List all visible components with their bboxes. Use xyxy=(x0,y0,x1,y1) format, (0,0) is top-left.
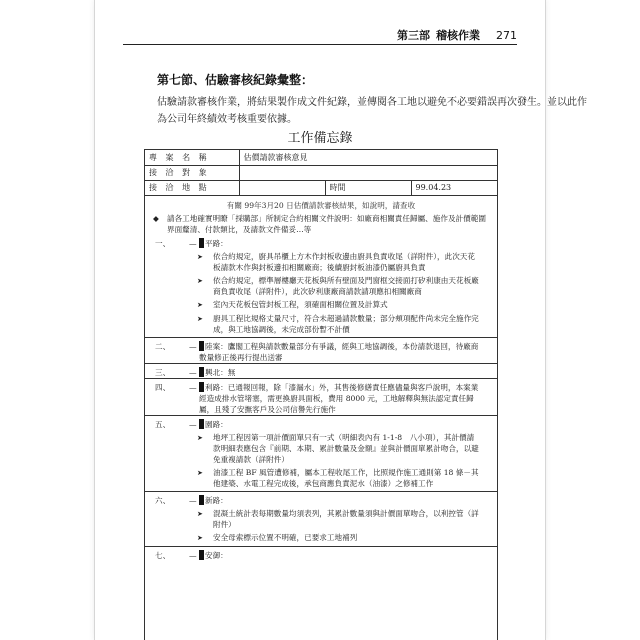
memo-subitem xyxy=(151,299,491,311)
item-number: 四、 xyxy=(155,382,171,392)
subitem-text: 廚具工程比規格丈量尺寸，符合未超過請款數量；部分頰項配件尚未完全施作完成，與工地協調後，未完成部份暫不計價 xyxy=(213,313,479,334)
memo-intro-line: 有關 99年3月20 日估價請款審核結果，如說明，請查收 xyxy=(226,200,416,210)
redaction-mark-icon xyxy=(199,341,204,351)
item-body: 已通報回報，除「漆漏水」外，其售後修繕責任應儘量與客戶說明，本案業經造成排水管堵塞，需更換廚具面板，費用 8000 元，工地解釋與無法認定責任歸屬，且殘了安撫客戶及公司信譽先行施作 xyxy=(199,382,479,414)
item-label: 平路： xyxy=(205,238,228,248)
item-label: 園路： xyxy=(205,419,228,429)
memo-subitem xyxy=(151,275,491,297)
item-body: 無 xyxy=(227,367,236,377)
item-label: 新路： xyxy=(205,495,228,505)
field-label: 接 洽 地 點 xyxy=(145,180,239,195)
time-label: 時間 xyxy=(325,180,411,195)
memo-items xyxy=(151,238,491,561)
redaction-mark-icon xyxy=(199,419,204,429)
item-label: 安御： xyxy=(205,550,228,560)
arrow-bullet-icon: ➤ xyxy=(197,300,203,309)
item-divider xyxy=(145,546,497,547)
memo-item xyxy=(151,238,491,249)
diamond-bullet-icon: ◆ xyxy=(153,213,159,223)
item-text xyxy=(199,419,491,430)
field-label: 專 案 名 稱 xyxy=(145,150,239,165)
info-row-contact xyxy=(145,165,497,180)
item-dash: — xyxy=(189,238,197,248)
memo-subitem xyxy=(151,532,491,544)
memo-subitem xyxy=(151,508,491,530)
subitem-text: 室內天花板包管封板工程，須確面相關位置及計算式 xyxy=(213,299,388,309)
item-text xyxy=(199,238,491,249)
subitem-text: 安全母索標示位置不明確，已要求工地補列 xyxy=(213,532,358,542)
item-text xyxy=(199,341,491,363)
item-divider xyxy=(145,415,497,416)
memo-subitem xyxy=(151,467,491,489)
section-intro: 估驗請款審核作業，將結果製作成文件紀錄，並傳閱各工地以避免不必要錯誤再次發生。並以此作為公司年終績效考核重要依據。 xyxy=(157,97,587,125)
memo-item xyxy=(151,341,491,363)
memo-note xyxy=(151,213,491,235)
memo-subitem xyxy=(151,251,491,273)
time-value: 99.04.23 xyxy=(411,180,497,195)
work-memo-form xyxy=(144,149,498,640)
arrow-bullet-icon: ➤ xyxy=(197,252,203,261)
item-text xyxy=(199,367,491,378)
memo-item xyxy=(151,419,491,430)
field-value xyxy=(239,165,497,180)
item-number: 五、 xyxy=(155,419,171,429)
item-divider xyxy=(145,337,497,338)
item-number: 七、 xyxy=(155,550,171,560)
arrow-bullet-icon: ➤ xyxy=(197,314,203,323)
item-dash: — xyxy=(189,367,197,377)
running-head-part: 第三部 xyxy=(397,29,430,42)
info-row-location xyxy=(145,180,497,195)
item-number: 一、 xyxy=(155,238,171,248)
memo-subitem xyxy=(151,313,491,335)
subitem-text: 油漆工程 BF 風管遭修補，屬本工程收尾工作，比照規作施工通則第 18 條－其他建築、水電工程完成後，承包商應負責泥水（油漆）之修補工作 xyxy=(213,467,479,488)
arrow-bullet-icon: ➤ xyxy=(197,468,203,477)
item-label: 興北： xyxy=(205,367,228,377)
arrow-bullet-icon: ➤ xyxy=(197,533,203,542)
arrow-bullet-icon: ➤ xyxy=(197,433,203,442)
info-row-project xyxy=(145,150,497,165)
redaction-mark-icon xyxy=(199,367,204,377)
item-number: 六、 xyxy=(155,495,171,505)
section-title: 第七節、估驗審核紀錄彙整： xyxy=(157,73,314,87)
subitem-text: 依合約規定，標準層樓廳天花板與所有壁面及門窗框交接面打矽利康由天花板廠商負責收尾（詳附件），此次矽利康廠商請款請項應扣相關廠商 xyxy=(213,275,479,296)
field-value: 估價請款審核意見 xyxy=(239,150,497,165)
redaction-mark-icon xyxy=(199,382,204,392)
item-divider xyxy=(145,363,497,364)
running-head xyxy=(397,27,517,43)
arrow-bullet-icon: ➤ xyxy=(197,509,203,518)
redaction-mark-icon xyxy=(199,238,204,248)
memo-item xyxy=(151,495,491,506)
item-number: 二、 xyxy=(155,341,171,351)
item-dash: — xyxy=(189,382,197,392)
subitem-text: 地坪工程因第一項計價面單只有一式（明細表內有 1-1-8 八小項），其計價請款明細表應包含『前期、本期、累計數量及金額』並與計價面單累計吻合，以避免重複請款（詳附件） xyxy=(213,432,479,464)
item-dash: — xyxy=(189,419,197,429)
redaction-mark-icon xyxy=(199,495,204,505)
field-label: 接 洽 對 象 xyxy=(145,165,239,180)
item-text xyxy=(199,550,491,561)
item-divider xyxy=(145,378,497,379)
memo-info-table xyxy=(145,150,497,196)
item-dash: — xyxy=(189,550,197,560)
item-text xyxy=(199,495,491,506)
memo-title: 工作備忘錄 xyxy=(287,131,353,146)
memo-item xyxy=(151,382,491,415)
item-label: 利路： xyxy=(205,382,228,392)
item-divider xyxy=(145,491,497,492)
memo-item xyxy=(151,550,491,561)
arrow-bullet-icon: ➤ xyxy=(197,276,203,285)
memo-note-text: 請各工地確實明瞭「採購部」所制定合約相關文件說明：如廠商相關責任歸屬、施作及計價範圍界面釐清、付款類比，及請款文件備妥…等 xyxy=(167,213,486,234)
memo-body xyxy=(145,200,497,561)
item-body: 鷹閣工程與請款數量部分有爭議，經與工地協調後，本份請款退回，待廠商數量修正後再行提出送審 xyxy=(199,341,479,362)
field-value xyxy=(239,180,325,195)
header-rule xyxy=(123,44,517,45)
page-number: 271 xyxy=(496,28,517,42)
item-dash: — xyxy=(189,341,197,351)
subitem-text: 依合約規定，廚具吊櫃上方木作封板收邊由廚具負責收尾（詳附件），此次天花板請款木作與封板邊扣相關廠商；後續廚封板油漆仍屬廚具負責 xyxy=(213,251,475,272)
item-label: 陸案： xyxy=(205,341,228,351)
item-text xyxy=(199,382,491,415)
subitem-text: 混凝土統計表每期數量均須表列，其累計數量須與計價面單吻合，以利控管（詳附件） xyxy=(213,508,479,529)
running-head-chapter: 稽核作業 xyxy=(436,29,480,42)
memo-item xyxy=(151,367,491,378)
item-number: 三、 xyxy=(155,367,171,377)
item-dash: — xyxy=(189,495,197,505)
memo-subitem xyxy=(151,432,491,465)
redaction-mark-icon xyxy=(199,550,204,560)
